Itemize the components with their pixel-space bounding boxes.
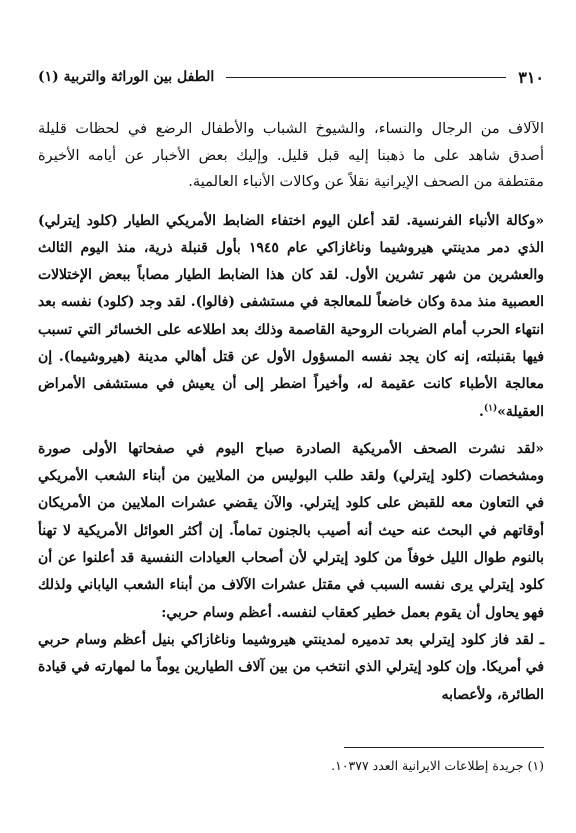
news-quote-war-medal: ـ لقد فاز كلود إيترلي بعد تدميره لمدينتي هيروشيما وناغازاكي بنيل أعظم وسام حربي في أمريكا. وإن كلود إيترلي الذي انتخب من بين آلاف الطيارين يوماً ما لمهارته في قيادة الطائرة، ولأعصابه xyxy=(38,631,544,703)
page-header xyxy=(38,62,544,92)
news-quote-american-press: «لقد نشرت الصحف الأمريكية الصادرة صباح اليوم في صفحاتها الأولى صورة ومشخصات (كلود إيترلي) ولقد طلب البوليس من الملايين من أبناء الشعب الأمريكي في التعاون معه للقبض على كلود إيترلي. والآن يقضي عشرات الملايين من الأمريكان أوقاتهم في البحث عنه حيث أنه أصيب بالجنون تماماً. إن أكثر العوائل الأمريكية لا تهنأ بالنوم طوال الليل خوفاً من كلود إيترلي لأن أصحاب العيادات النفسية قد أعلنوا عن أن كلود إيترلي يرى نفسه السبب في مقتل عشرات الآلاف من أبناء الشعب الياباني ولذلك فهو يحاول أن يقوم بعمل خطير كعقاب لنفسه. أعظم وسام حربي: xyxy=(38,440,544,621)
page-number: ٣١٠ xyxy=(518,67,544,87)
footnote-rule xyxy=(344,747,544,748)
footnote-ref: (١) xyxy=(483,402,498,413)
header-rule xyxy=(226,77,506,78)
intro-paragraph: الآلاف من الرجال والنساء، والشيوخ الشباب والأطفال الرضع في لحظات قليلة أصدق شاهد على ما ذهبنا إليه قبل قليل. وإليك بعض الأخبار عن أيامه الأخيرة مقتطفة من الصحف الإيرانية نقلاً عن وكالات الأنباء العالمية. xyxy=(38,120,544,190)
running-title: الطفل بين الوراثة والتربية (١) xyxy=(38,69,215,85)
page-body xyxy=(38,116,544,709)
quote-end-mark: . xyxy=(479,403,484,420)
news-quote-afp xyxy=(38,208,544,426)
footnote: (١) جريدة إطلاعات الايرانية العدد ١٠٣٧٧. xyxy=(331,758,544,773)
news-quote-afp-text: «وكالة الأنباء الفرنسية. لقد أعلن اليوم اختفاء الضابط الأمريكي الطيار (كلود إيترلي) الذي دمر مدينتي هيروشيما وناغازاكي عام ١٩٤٥ بأول قنبلة ذرية، منذ اليوم الثالث والعشرين من شهر تشرين الأول. لقد كان هذا الضابط الطيار مصاباً ببعض الإختلالات العصبية منذ مدة وكان خاضعاً للمعالجة في مستشفى (فالوا). لقد وجد (كلود) نفسه بعد انتهاء الحرب أمام الضربات الروحية القاصمة وذلك بعد اطلاعه على الخسائر التي تسبب فيها بقنبلته، إنه كان يجد نفسه المسؤول الأول عن قتل أهالي مدينة (هيروشيما). إن معالجة الأطباء كانت عقيمة له، وأخيراً اضطر إلى أن يعيش في مستشفى الأمراض العقيلة» xyxy=(38,212,544,420)
